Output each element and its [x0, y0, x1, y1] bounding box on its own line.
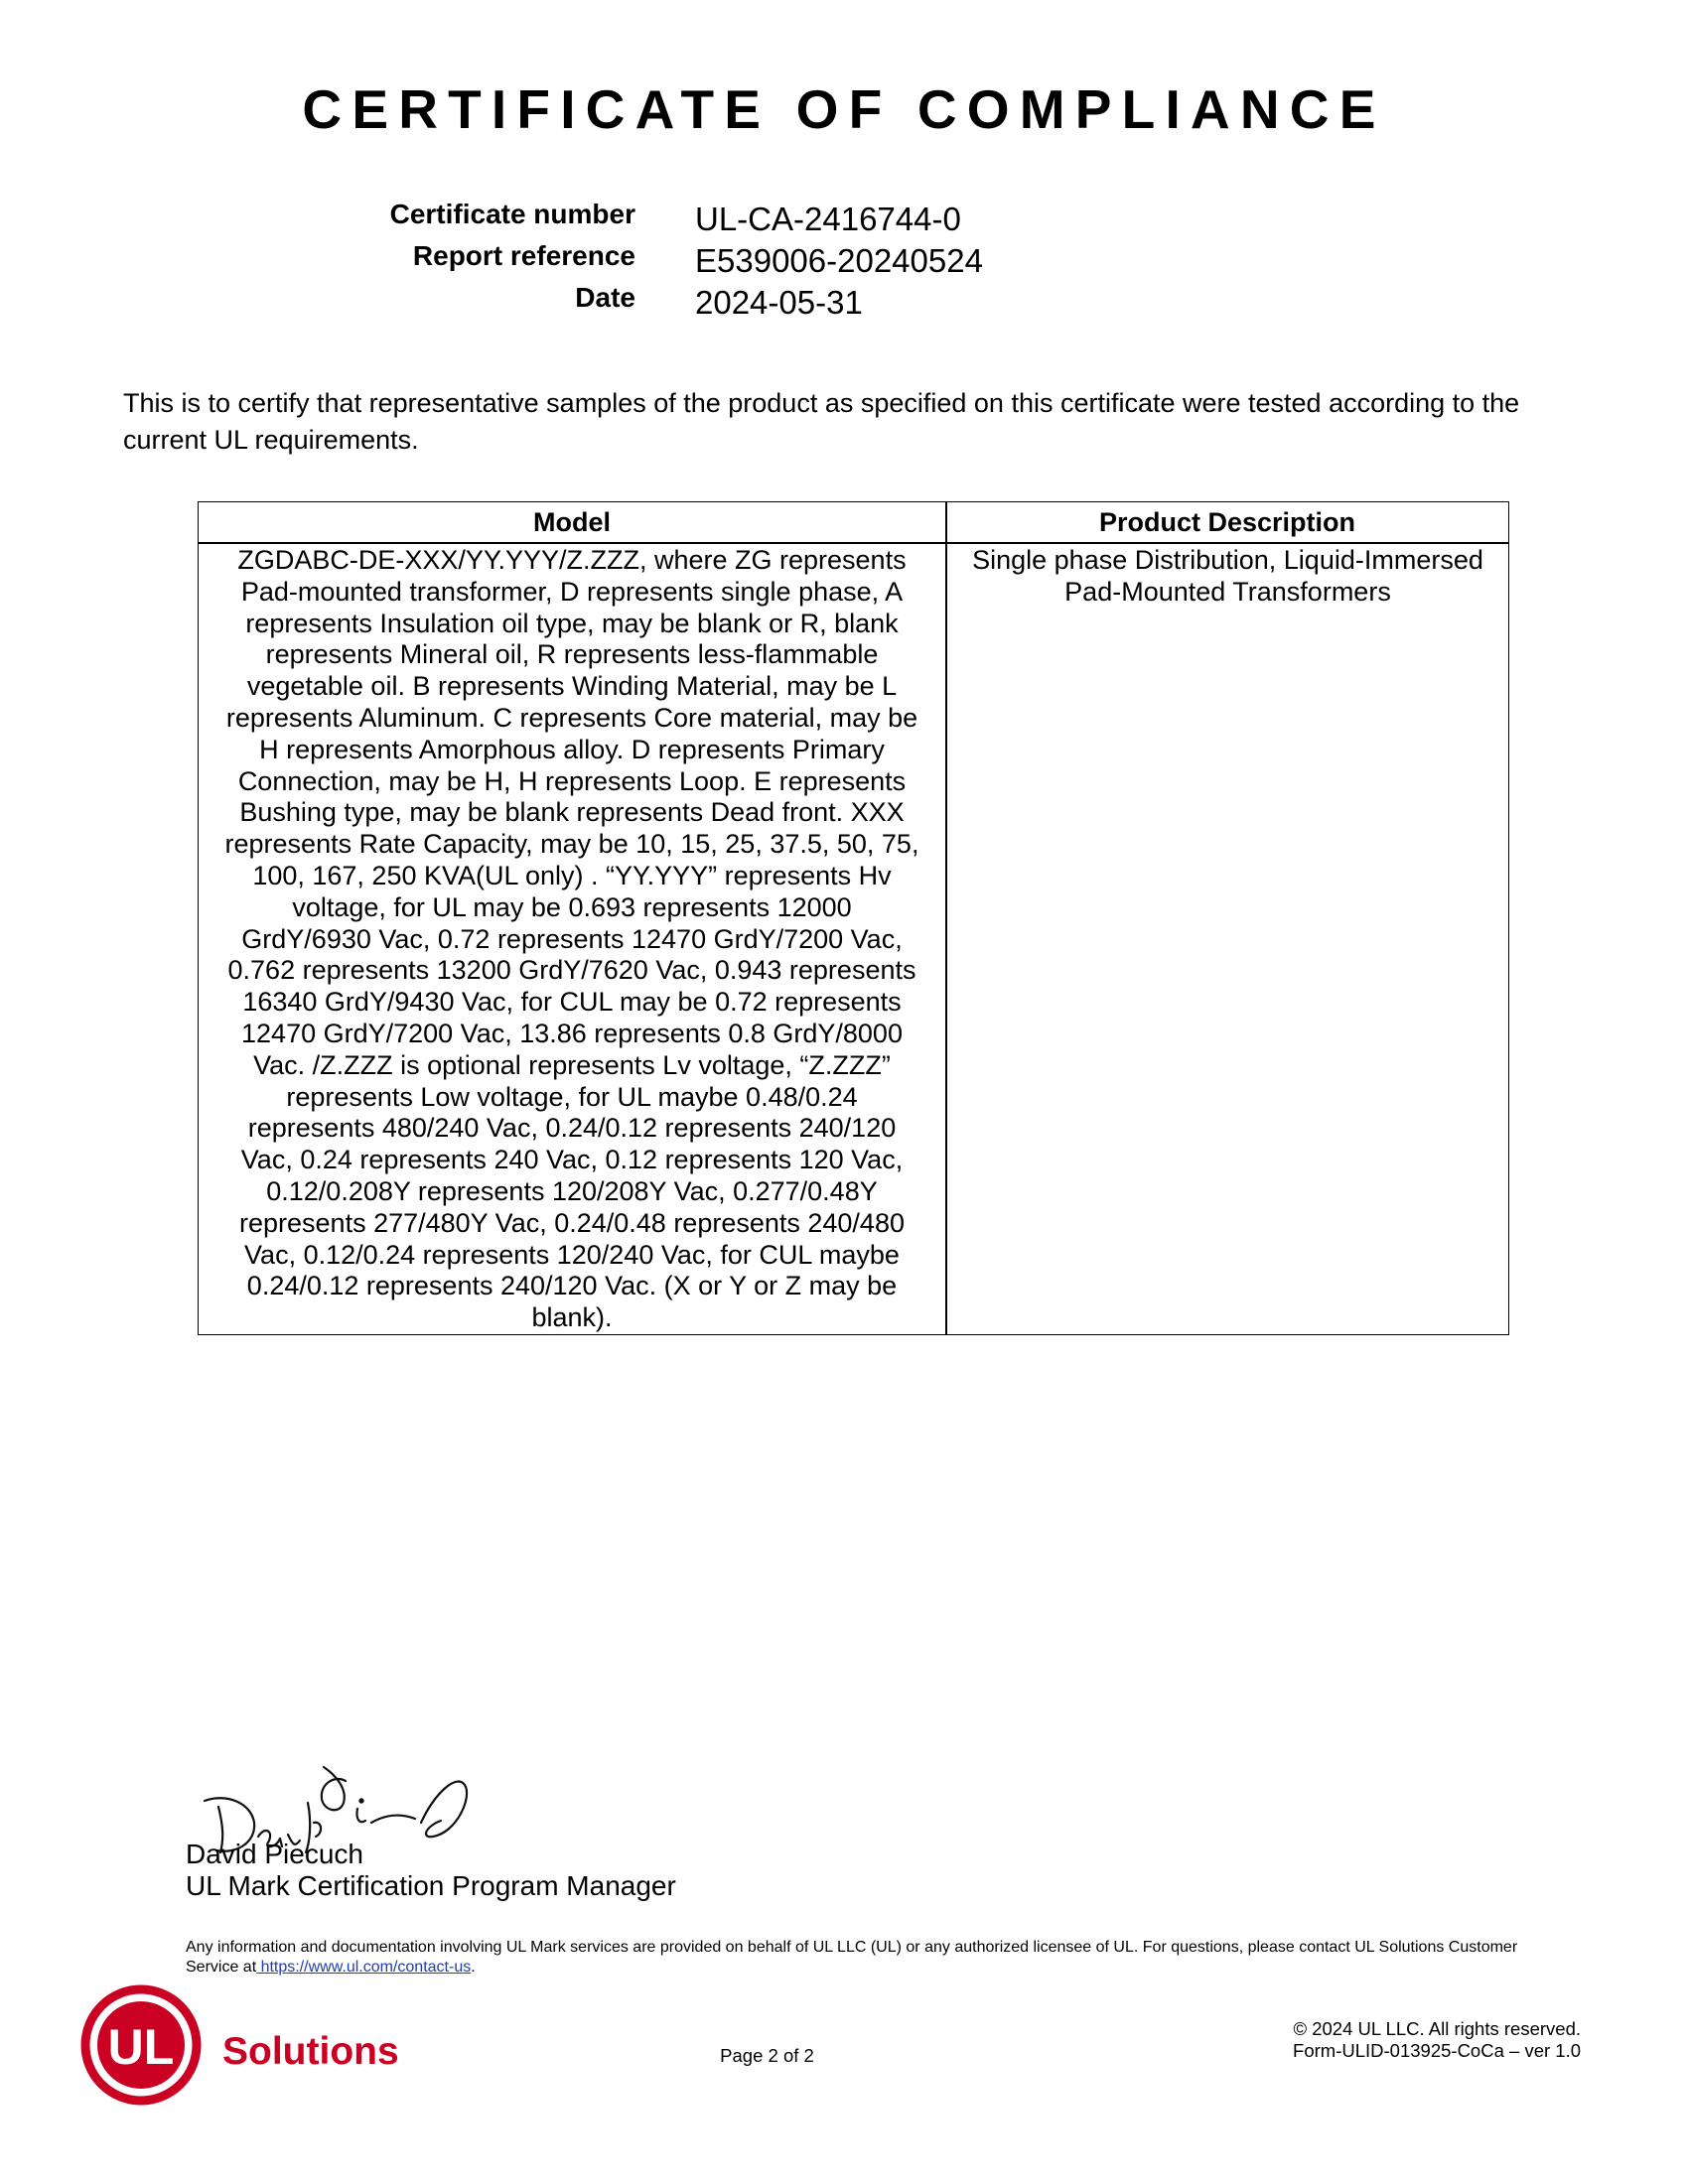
model-line: ZGDABC-DE-XXX/YY.YYY/Z.ZZZ, where ZG represents	[237, 545, 907, 575]
model-line: 100, 167, 250 KVA(UL only) . “YY.YYY” represents Hv	[252, 860, 892, 890]
model-line: Pad-mounted transformer, D represents single phase, A	[240, 576, 904, 607]
certification-statement	[123, 385, 1573, 459]
signatory-name: David Piecuch	[186, 1839, 363, 1869]
logo-mark-text: UL	[107, 2019, 175, 2075]
contact-link[interactable]: https://www.ul.com/contact-us	[256, 1959, 472, 1976]
copyright-block	[1192, 2018, 1581, 2062]
report-reference-value: E539006-20240524	[695, 242, 983, 279]
description-line: Pad-Mounted Transformers	[1064, 576, 1391, 607]
model-line: Vac, 0.12/0.24 represents 120/240 Vac, for CUL maybe	[244, 1239, 900, 1270]
model-line: 12470 GrdY/7200 Vac, 13.86 represents 0.8 GrdY/8000	[241, 1018, 903, 1048]
certificate-number-value: UL-CA-2416744-0	[695, 201, 961, 237]
model-line: represents 480/240 Vac, 0.24/0.12 represents 240/120	[247, 1113, 897, 1144]
disclaimer	[186, 1938, 1596, 1978]
model-line: GrdY/6930 Vac, 0.72 represents 12470 GrdY/7200 Vac,	[241, 923, 903, 954]
page-number: Page 2 of 2	[720, 2045, 814, 2066]
model-line: Connection, may be H, H represents Loop. E represents	[237, 765, 907, 796]
date-label: Date	[575, 282, 635, 313]
description-line: Single phase Distribution, Liquid-Immersed	[972, 545, 1483, 575]
model-line: represents 277/480Y Vac, 0.24/0.48 represents 240/480	[239, 1207, 905, 1238]
statement-line: This is to certify that representative samples of the product as specified on this certificate were tested according to the	[123, 388, 1520, 418]
header-divider	[199, 542, 1508, 544]
product-table	[198, 501, 1509, 1335]
model-line: represents Low voltage, for UL maybe 0.48/0.24	[286, 1081, 858, 1112]
copyright-text: © 2024 UL LLC. All rights reserved.	[1293, 2018, 1581, 2039]
model-line: 0.12/0.208Y represents 120/208Y Vac, 0.277/0.48Y	[266, 1175, 878, 1206]
model-line: blank).	[531, 1302, 613, 1333]
model-line: represents Rate Capacity, may be 10, 15, 25, 37.5, 50, 75,	[224, 829, 919, 860]
disclaimer-line: Any information and documentation involving UL Mark services are provided on behalf of UL LLC (UL) or any authorized licensee of UL. For questions, please contact UL Solutions Customer	[186, 1939, 1518, 1956]
model-line: vegetable oil. B represents Winding Material, may be L	[246, 671, 898, 702]
description-column-header: Product Description	[1098, 507, 1356, 537]
disclaimer-prefix: Service at	[186, 1959, 257, 1976]
model-line: Vac, 0.24 represents 240 Vac, 0.12 represents 120 Vac,	[240, 1145, 904, 1175]
model-line: represents Aluminum. C represents Core material, may be	[225, 702, 918, 733]
column-divider	[945, 502, 947, 1334]
logo-brand-text: Solutions	[222, 2030, 399, 2073]
disclaimer-suffix: .	[471, 1959, 476, 1976]
model-line: 0.24/0.12 represents 240/120 Vac. (X or Y or Z may be	[246, 1271, 898, 1301]
model-line: 0.762 represents 13200 GrdY/7620 Vac, 0.943 represents	[227, 955, 916, 986]
certificate-number-label: Certificate number	[389, 199, 635, 229]
form-id: Form-ULID-013925-CoCa – ver 1.0	[1293, 2040, 1581, 2061]
model-line: H represents Amorphous alloy. D represents Primary	[259, 734, 885, 764]
document-title: CERTIFICATE OF COMPLIANCE	[302, 78, 1386, 140]
model-line: Vac. /Z.ZZZ is optional represents Lv voltage, “Z.ZZZ”	[253, 1049, 891, 1080]
model-line: 16340 GrdY/9430 Vac, for CUL may be 0.72 represents	[242, 987, 902, 1018]
model-cell	[209, 545, 935, 1334]
model-line: Bushing type, may be blank represents Dead front. XXX	[239, 797, 905, 828]
model-column-header: Model	[533, 507, 611, 537]
model-line: represents Insulation oil type, may be blank or R, blank	[245, 608, 899, 638]
report-reference-label: Report reference	[412, 240, 635, 271]
statement-line: current UL requirements.	[123, 425, 419, 455]
model-line: voltage, for UL may be 0.693 represents 12000	[292, 891, 852, 922]
description-cell	[953, 545, 1502, 609]
date-value: 2024-05-31	[695, 284, 863, 321]
signatory-role: UL Mark Certification Program Manager	[186, 1870, 676, 1901]
model-line: represents Mineral oil, R represents less-flammable	[265, 639, 879, 670]
disclaimer-line	[186, 1958, 1596, 1978]
